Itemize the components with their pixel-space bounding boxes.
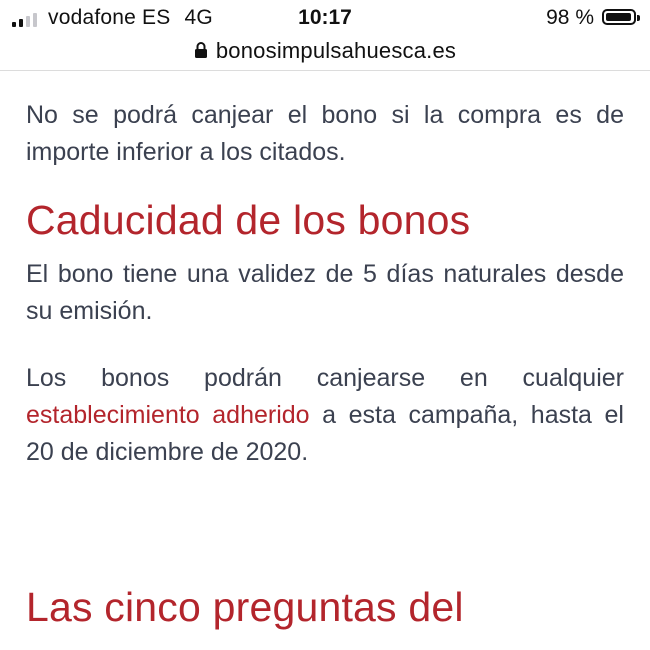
- carrier-label: vodafone ES: [48, 6, 171, 29]
- participating-shops-link[interactable]: establecimiento adherido: [26, 401, 310, 429]
- paragraph-validity: El bono tiene una validez de 5 días naturales desde su emisión.: [26, 260, 624, 325]
- battery-percentage: 98 %: [546, 6, 594, 29]
- paragraph-text-before-link: Los bonos podrán canjearse en cualquier: [26, 364, 624, 392]
- paragraph-redeem-until: [26, 360, 624, 471]
- url-text[interactable]: bonosimpulsahuesca.es: [215, 38, 457, 63]
- paragraph-text-after-link: a esta campaña, hasta el 20 de diciembre de 2020.: [26, 401, 624, 466]
- address-bar-divider: [0, 70, 650, 71]
- status-bar: [0, 0, 650, 36]
- page-content: [26, 74, 624, 631]
- status-time: 10:17: [298, 6, 352, 29]
- battery-icon: [602, 9, 636, 25]
- signal-strength-icon: [12, 13, 37, 27]
- paragraph-minimum-purchase: No se podrá canjear el bono si la compra es de importe inferior a los citados.: [26, 101, 624, 166]
- battery-level-fill: [606, 13, 631, 21]
- address-bar[interactable]: [0, 34, 650, 68]
- section-heading-five-questions: Las cinco preguntas del: [26, 584, 464, 630]
- carrier-name: [48, 6, 213, 30]
- lock-icon: [194, 41, 208, 59]
- battery-nub: [637, 15, 640, 21]
- network-type: 4G: [184, 6, 213, 29]
- section-heading-expiry: Caducidad de los bonos: [26, 197, 471, 243]
